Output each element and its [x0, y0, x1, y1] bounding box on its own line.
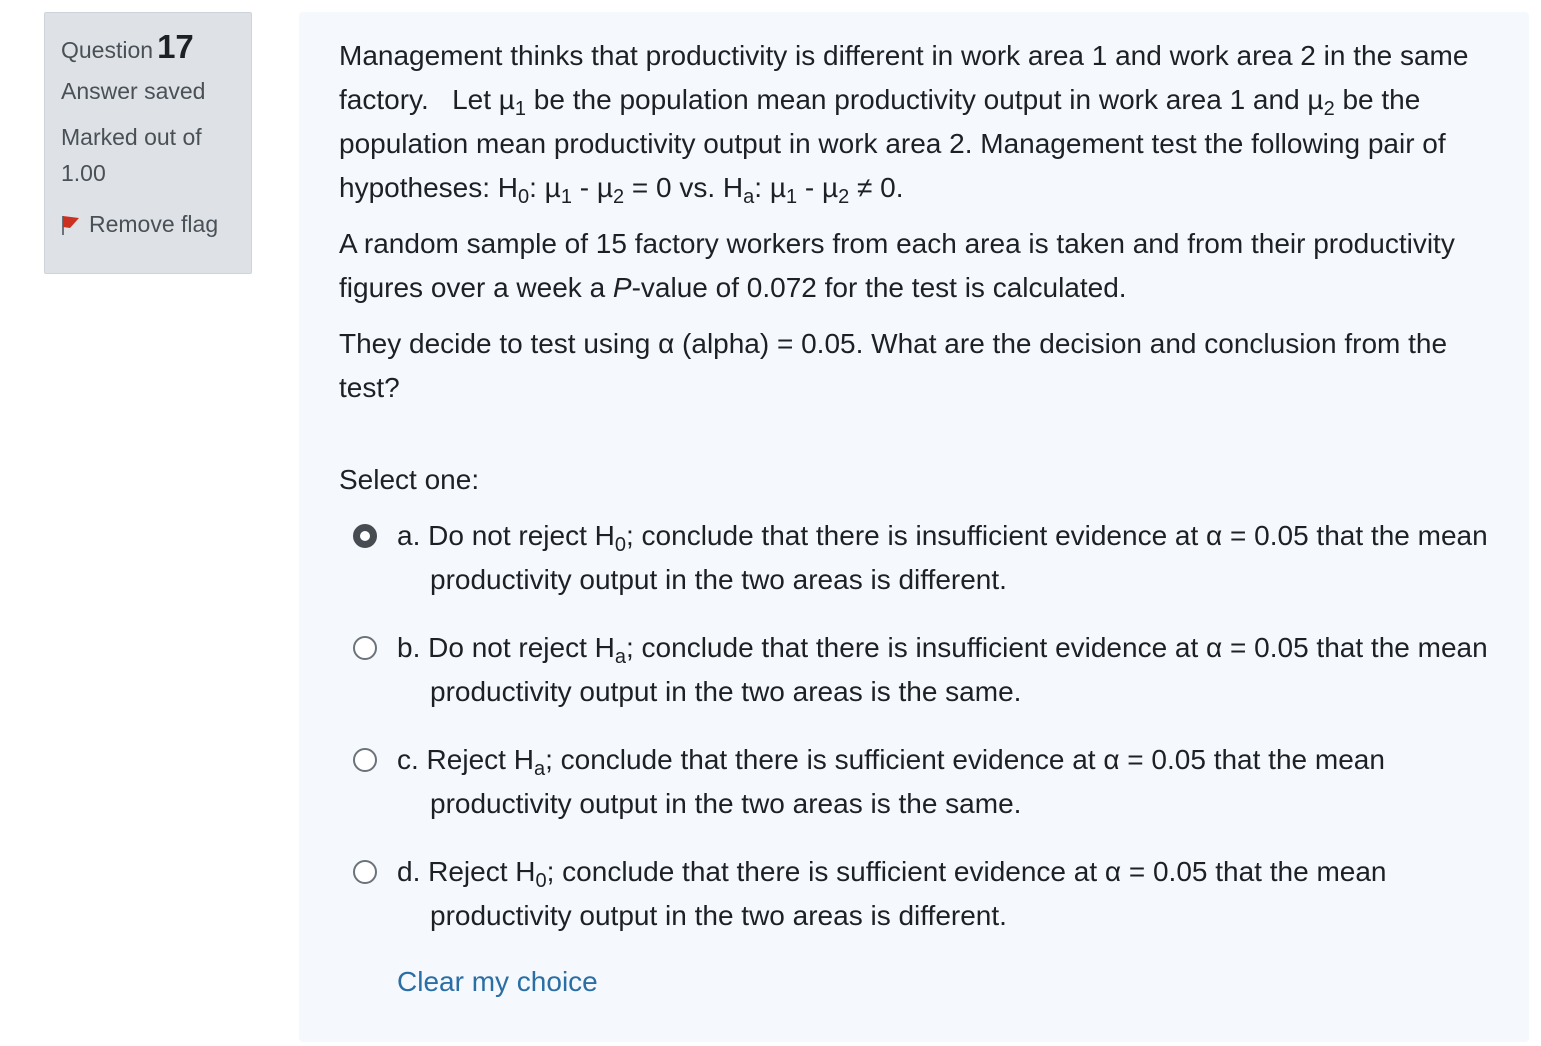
option-b[interactable]	[339, 626, 1489, 714]
option-d-label[interactable]: d. Reject $H_0$; conclude that there is sufficient evidence at α = 0.05 that the mean productivity output in the two areas is different.	[397, 856, 1387, 931]
grade-label: Marked out of	[61, 124, 202, 150]
question-label: Question	[61, 37, 154, 63]
flag-icon	[61, 214, 81, 236]
option-b-radio[interactable]	[353, 636, 377, 660]
question-paragraph-1: Management thinks that productivity is different in work area 1 and work area 2 in the same factory. Let µ$_1$ be the population mean productivity output in work area 1 and µ$_2$ be the population mean productivity output in work area 2. Management test the following pair of hypotheses: $H_0$: µ$_1$ - µ$_2$ = 0 vs. $H_a$: µ$_1$ - µ$_2$ ≠ 0.	[339, 40, 1469, 208]
option-a-label[interactable]: a. Do not reject $H_0$; conclude that there is insufficient evidence at α = 0.05 that the mean productivity output in the two areas is different.	[397, 520, 1488, 595]
remove-flag-label: Remove flag	[89, 211, 219, 237]
option-d-radio[interactable]	[353, 860, 377, 884]
option-b-label[interactable]: b. Do not reject $H_a$; conclude that there is insufficient evidence at α = 0.05 that the mean productivity output in the two areas is the same.	[397, 632, 1488, 707]
option-c[interactable]	[339, 738, 1489, 826]
answer-options	[339, 514, 1489, 938]
question-grade	[61, 119, 235, 191]
option-a[interactable]	[339, 514, 1489, 602]
remove-flag-button[interactable]	[61, 211, 235, 238]
question-number: 17	[157, 28, 194, 65]
question-paragraph-2: A random sample of 15 factory workers from each area is taken and from their productivity figures over a week a P-value of 0.072 for the test is calculated.	[339, 228, 1455, 303]
select-one-prompt: Select one:	[339, 464, 480, 495]
question-formulation	[299, 12, 1529, 1042]
clear-my-choice-link[interactable]: Clear my choice	[397, 966, 598, 997]
option-a-radio[interactable]	[353, 524, 377, 548]
question-text	[339, 34, 1489, 410]
question-number-line	[61, 27, 235, 70]
option-c-radio[interactable]	[353, 748, 377, 772]
question-paragraph-3: They decide to test using α (alpha) = 0.05. What are the decision and conclusion from the test?	[339, 328, 1448, 403]
question-info	[44, 12, 252, 274]
question-state: Answer saved	[61, 78, 206, 104]
grade-value: 1.00	[61, 160, 106, 186]
option-c-label[interactable]: c. Reject $H_a$; conclude that there is sufficient evidence at α = 0.05 that the mean productivity output in the two areas is the same.	[397, 744, 1385, 819]
option-d[interactable]	[339, 850, 1489, 938]
